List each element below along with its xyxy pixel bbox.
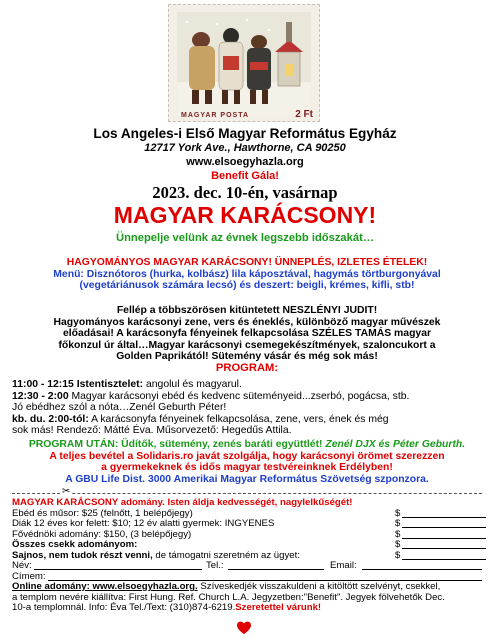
solidaris-line-2: a gyermekeknek és idős magyar testvéreinknek Erdélyben! xyxy=(101,462,393,474)
stamp-value: 2 Ft xyxy=(295,109,313,120)
form-row-address: Címem: xyxy=(12,572,482,583)
event-tagline: Ünnepelje velünk az évnek legszebb időszakát… xyxy=(115,232,375,244)
event-title: MAGYAR KARÁCSONY! xyxy=(113,202,377,228)
cut-line xyxy=(12,493,482,494)
form-row-patron: Fővédnöki adomány: $150, (3 belépőjegy) $ xyxy=(12,530,482,541)
program-list xyxy=(12,379,482,437)
christmas-stamp-image xyxy=(168,4,320,122)
form-title: MAGYAR KARÁCSONY adomány. Isten áldja kedvességét, nagylelkűségét! xyxy=(12,497,353,508)
scissors-icon: ✂ xyxy=(62,486,71,497)
program-item-tree-cont: sok más! Rendező: Mátté Éva. Műsorvezető: Hegedűs Attila. xyxy=(12,425,292,437)
amount-field-donation[interactable] xyxy=(402,559,486,560)
sponsor-line: A GBU Life Dist. 3000 Amerikai Magyar Református Szövetség szponzora. xyxy=(65,473,429,485)
performer-section xyxy=(12,305,482,375)
form-row-contact: Név: Tel.: Email: xyxy=(12,561,482,572)
online-info-line-2: a templom nevére kiállítva: First Hung. Ref. Church L.A. Jegyzetben:"Benefit". Jegyek fölvehetők Dec. xyxy=(12,591,445,603)
program-item-lunch-cont: Jó ebédhez szól a nóta…Zenél Geburth Péter! xyxy=(12,402,227,414)
closing-section xyxy=(12,439,482,485)
name-field[interactable] xyxy=(34,569,202,570)
after-program-line: PROGRAM UTÁN: Üdítők, sütemény, zenés baráti együttlét! Zenél DJX és Péter Geburth. xyxy=(28,439,466,450)
main-description xyxy=(12,257,482,292)
menu-line-2: (vegetáriánusok számára lecsó) és deszert: beigli, krémes, kifli, stb! xyxy=(79,280,415,292)
form-row-adult: Ebéd és műsor: $25 (felnőtt, 1 belépőjegy) $ xyxy=(12,509,482,520)
solidaris-line-1: A teljes bevétel a Solidaris.ro javát szolgálja, hogy karácsonyi örömet szerezzen xyxy=(49,450,445,462)
program-heading: PROGRAM: xyxy=(215,361,279,374)
stamp-illustration xyxy=(177,12,311,116)
amount-field-student[interactable] xyxy=(402,527,486,528)
performer-line-2: Hagyományos karácsonyi zene, vers és éneklés, különböző magyar művészek xyxy=(53,316,441,328)
program-item-lunch: 12:30 - 2:00 Magyar karácsonyi ebéd és kedvenc süteményeid...zserbó, pogácsa, stb. xyxy=(12,390,410,402)
program-item-tree: kb. du. 2:00-tól: A karácsonyfa fényeinek felkapcsolása, zene, vers, ének és még xyxy=(12,413,389,425)
amount-field-total[interactable] xyxy=(402,548,486,549)
church-website[interactable]: www.elsoegyhazla.org xyxy=(186,156,304,168)
benefit-gala-label: Benefit Gála! xyxy=(211,170,279,182)
carolers-illustration xyxy=(177,12,311,116)
form-row-student: Diák 12 éves kor felett: $10; 12 év alatti gyermek: INGYENES $ xyxy=(12,519,482,530)
performer-line-4: főkonzul úr által…Magyar karácsonyi csemegekészítmények, szaloncukort a xyxy=(58,339,436,351)
amount-field-patron[interactable] xyxy=(402,538,486,539)
online-donation-line: Online adomány: www.elsoegyhazla.org. Szíveskedjék visszakuldeni a kitöltött szelvényt, csekkel, xyxy=(12,581,441,592)
donation-form xyxy=(12,498,482,614)
church-address: 12717 York Ave., Hawthorne, CA 90250 xyxy=(144,142,346,154)
online-donation-link[interactable]: Online adomány: www.elsoegyhazla.org. xyxy=(12,581,198,592)
heart-icon xyxy=(236,620,252,636)
event-date: 2023. dec. 10-én, vasárnap xyxy=(152,183,338,202)
email-field[interactable] xyxy=(362,569,482,570)
form-row-total: Összes csekk adományom: $ xyxy=(12,540,482,551)
online-info-line-3: 10-a templomnál. Info: Éva Tel./Text: (310)874-6219.Szeretettel várunk! xyxy=(12,602,322,613)
performer-line-1: Fellép a többszörösen kitüntetett NESZLÉNYI JUDIT! xyxy=(116,305,378,316)
traditional-line: HAGYOMÁNYOS MAGYAR KARÁCSONY! ÜNNEPLÉS, IZLETES ÉTELEK! xyxy=(66,257,428,268)
performer-line-5: Golden Paprikától! Sütemény vásár és még sok más! xyxy=(116,351,378,363)
church-name: Los Angeles-i Első Magyar Református Egyház xyxy=(93,126,397,141)
form-row-cannot-attend: Sajnos, nem tudok részt venni, de támogatni szeretném az ügyet: $ xyxy=(12,551,482,562)
performer-line-3: előadásai! A karácsonyfa fényeinek felkapcsolása SZÉLES TAMÁS magyar xyxy=(62,328,432,340)
program-item-service: 11:00 - 12:15 Istentisztelet: angolul és magyarul. xyxy=(12,379,242,390)
phone-field[interactable] xyxy=(228,569,324,570)
stamp-caption: MAGYAR POSTA xyxy=(181,112,250,119)
menu-line-1: Menü: Disznótoros (hurka, kolbász) lila káposztával, hagymás törtburgonyával xyxy=(53,268,441,280)
amount-field-adult[interactable] xyxy=(402,517,486,518)
